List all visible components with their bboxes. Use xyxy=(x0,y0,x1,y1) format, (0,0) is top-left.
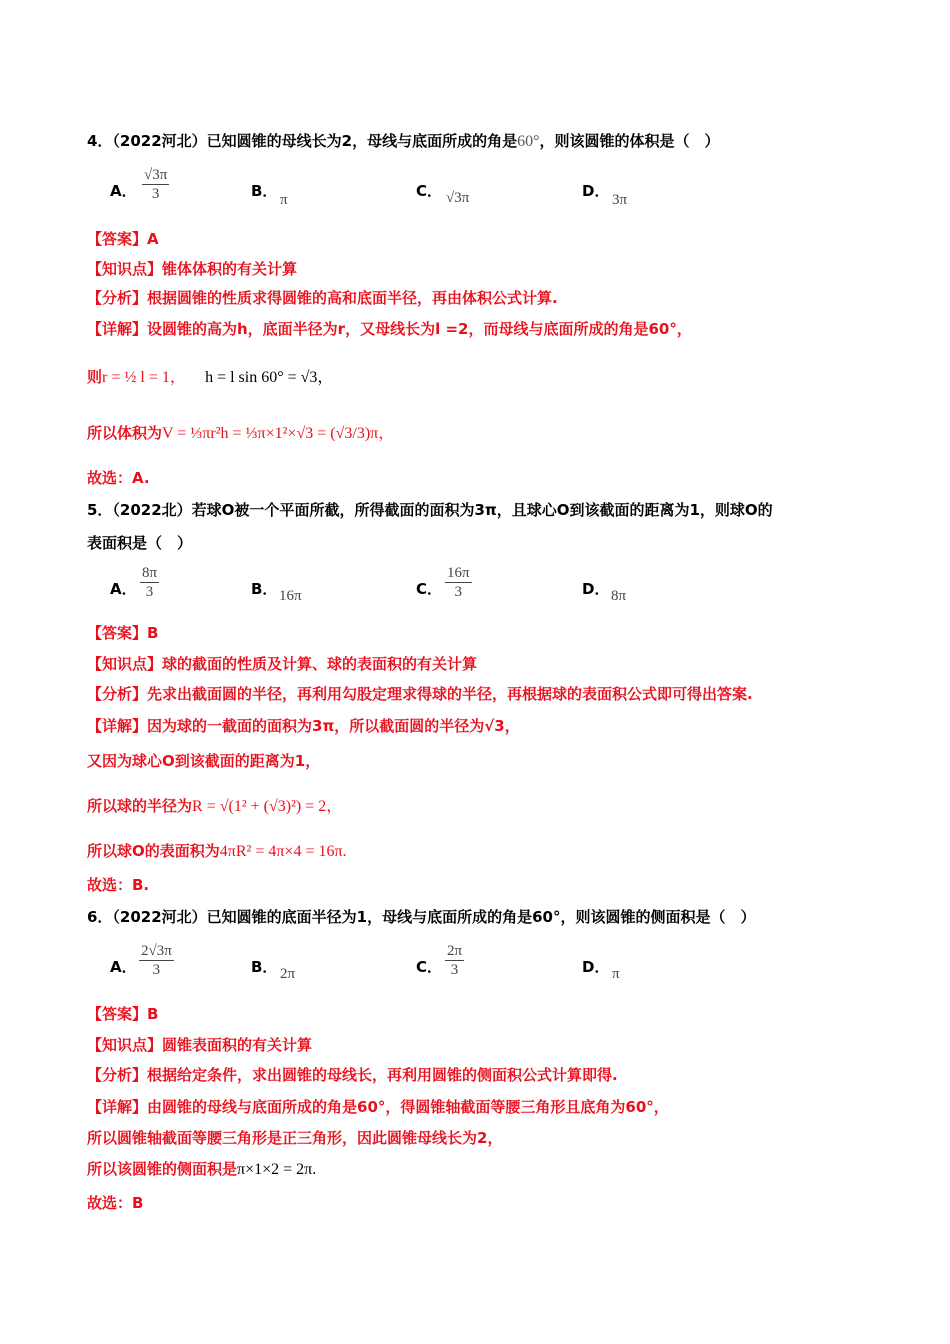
q4-knowledge: 【知识点】锥体体积的有关计算 xyxy=(87,260,298,278)
q4-option-a-label: A． xyxy=(110,182,137,200)
q5-stem-line-1: 5．（2022北）若球O被一个平面所截，所得截面的面积为3π，且球心O到该截面的距离为1，则球O的 xyxy=(87,501,773,519)
q4-option-d-label: D． xyxy=(582,182,610,200)
q4-analysis: 【分析】根据圆锥的性质求得圆锥的高和底面半径，再由体积公式计算. xyxy=(87,289,558,307)
q5-detail-1: 【详解】因为球的一截面的面积为3π，所以截面圆的半径为√3， xyxy=(87,717,520,735)
q6-option-c-label: C． xyxy=(416,958,443,976)
q4-conclusion: 故选：A. xyxy=(87,469,150,487)
q5-detail-2: 又因为球心O到该截面的距离为1， xyxy=(87,752,321,770)
q4-stem: 4．（2022河北）已知圆锥的母线长为2，母线与底面所成的角是60°，则该圆锥的体积是（ ） xyxy=(87,132,720,150)
q6-option-d-label: D． xyxy=(582,958,610,976)
q6-detail-3: 所以该圆锥的侧面积是π×1×2 = 2π. xyxy=(87,1160,317,1178)
q6-answer: 【答案】B xyxy=(87,1005,159,1023)
q6-option-c-value: $\frac{2\pi}{3}$ xyxy=(447,943,463,978)
q6-knowledge: 【知识点】圆锥表面积的有关计算 xyxy=(87,1036,313,1054)
q6-option-b-value: 2π xyxy=(280,966,296,982)
q6-conclusion: 故选：B xyxy=(87,1194,144,1212)
q5-option-a-label: A． xyxy=(110,580,137,598)
q5-option-b-value: 16π xyxy=(279,588,302,604)
q6-option-b-label: B． xyxy=(251,958,278,976)
q5-analysis: 【分析】先求出截面圆的半径，再利用勾股定理求得球的半径，再根据球的表面积公式即可得出答案. xyxy=(87,685,753,703)
q6-analysis: 【分析】根据给定条件，求出圆锥的母线长，再利用圆锥的侧面积公式计算即得. xyxy=(87,1066,618,1084)
q4-detail-2: 则r = ½ l = 1， h = l sin 60° = √3， xyxy=(87,368,334,386)
q4-option-b-value: π xyxy=(280,192,288,208)
q4-option-c-label: C． xyxy=(416,182,443,200)
q4-option-c-value: √3π xyxy=(446,190,470,206)
q5-option-d-value: 8π xyxy=(611,588,627,604)
q6-detail-1: 【详解】由圆锥的母线与底面所成的角是60°，得圆锥轴截面等腰三角形且底角为60°， xyxy=(87,1098,669,1116)
q4-detail-1: 【详解】设圆锥的高为h，底面半径为r，又母线长为l =2，而母线与底面所成的角是60°， xyxy=(87,320,692,338)
q4-option-a-value: $\frac{√3\pi}{3}$ xyxy=(144,167,168,202)
q4-detail-3: 所以体积为V = ⅓πr²h = ⅓π×1²×√3 = (√3/3)π， xyxy=(87,424,395,442)
q4-option-d-value: 3π xyxy=(612,192,628,208)
q5-detail-3: 所以球的半径为R = √(1² + (√3)²) = 2， xyxy=(87,797,343,815)
q6-stem: 6．（2022河北）已知圆锥的底面半径为1，母线与底面所成的角是60°，则该圆锥的侧面积是（ ） xyxy=(87,908,756,926)
q4-option-b-label: B． xyxy=(251,182,278,200)
q5-option-c-value: $\frac{16\pi}{3}$ xyxy=(447,565,470,600)
q6-option-a-label: A． xyxy=(110,958,137,976)
q5-answer: 【答案】B xyxy=(87,624,159,642)
q6-option-d-value: π xyxy=(612,966,620,982)
q6-option-a-value: $\frac{2√3\pi}{3}$ xyxy=(141,943,172,978)
q4-answer: 【答案】A xyxy=(87,230,159,248)
q6-detail-2: 所以圆锥轴截面等腰三角形是正三角形，因此圆锥母线长为2， xyxy=(87,1129,503,1147)
q5-option-d-label: D． xyxy=(582,580,610,598)
q5-option-a-value: $\frac{8\pi}{3}$ xyxy=(142,565,158,600)
q5-detail-4: 所以球O的表面积为4πR² = 4π×4 = 16π. xyxy=(87,842,347,860)
q5-option-c-label: C． xyxy=(416,580,443,598)
q5-option-b-label: B． xyxy=(251,580,278,598)
q5-knowledge: 【知识点】球的截面的性质及计算、球的表面积的有关计算 xyxy=(87,655,478,673)
q5-stem-line-2: 表面积是（ ） xyxy=(87,534,193,552)
q5-conclusion: 故选：B. xyxy=(87,876,150,894)
